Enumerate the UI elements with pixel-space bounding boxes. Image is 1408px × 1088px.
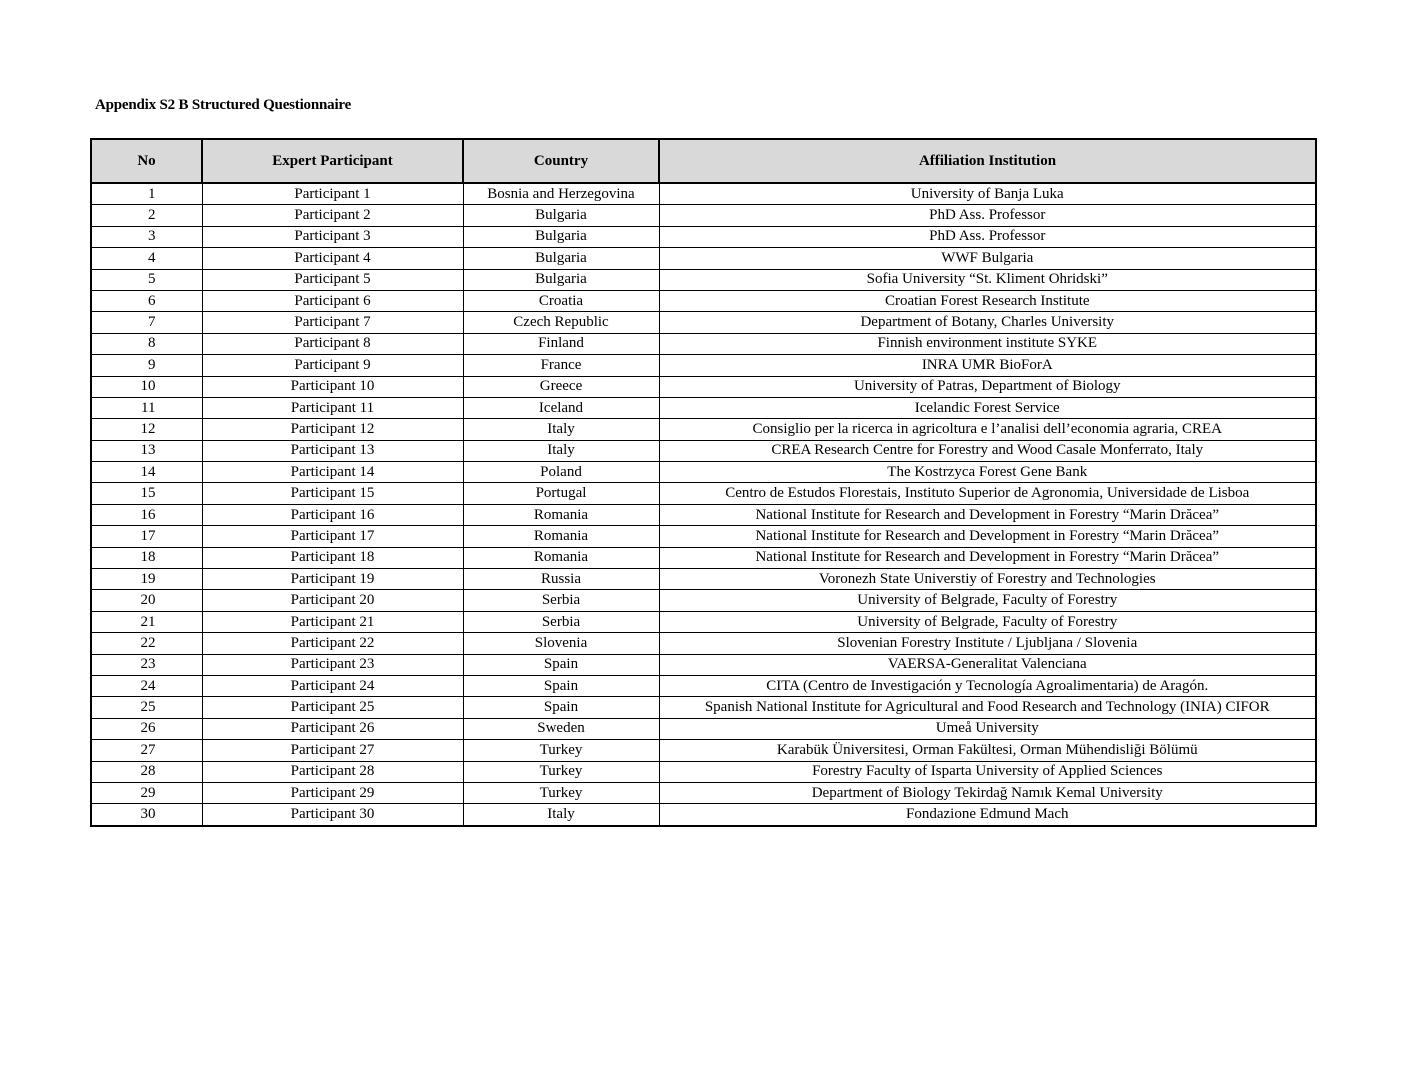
- affiliation-cell: Department of Botany, Charles University: [659, 312, 1316, 333]
- row-number-cell: 12: [91, 419, 202, 440]
- row-number-cell: 24: [91, 675, 202, 696]
- table-row: [91, 440, 1316, 461]
- row-number-cell: 2: [91, 205, 202, 226]
- country-cell: Sweden: [463, 718, 659, 739]
- affiliation-cell: Slovenian Forestry Institute / Ljubljana / Slovenia: [659, 633, 1316, 654]
- participant-cell: Participant 19: [202, 569, 463, 590]
- country-cell: Bulgaria: [463, 205, 659, 226]
- row-number-cell: 18: [91, 547, 202, 568]
- participant-cell: Participant 20: [202, 590, 463, 611]
- participant-cell: Participant 6: [202, 290, 463, 311]
- row-number-cell: 11: [91, 397, 202, 418]
- row-number-cell: 6: [91, 290, 202, 311]
- table-row: [91, 462, 1316, 483]
- header-no: No: [91, 139, 202, 183]
- participant-cell: Participant 22: [202, 633, 463, 654]
- affiliation-cell: Voronezh State Universtiy of Forestry and Technologies: [659, 569, 1316, 590]
- table-row: [91, 611, 1316, 632]
- row-number-cell: 13: [91, 440, 202, 461]
- table-row: [91, 248, 1316, 269]
- affiliation-cell: University of Patras, Department of Biology: [659, 376, 1316, 397]
- row-number-cell: 26: [91, 718, 202, 739]
- affiliation-cell: PhD Ass. Professor: [659, 205, 1316, 226]
- table-row: [91, 633, 1316, 654]
- country-cell: Greece: [463, 376, 659, 397]
- document-title: Appendix S2 B Structured Questionnaire: [95, 97, 352, 113]
- country-cell: Turkey: [463, 782, 659, 803]
- country-cell: Bulgaria: [463, 269, 659, 290]
- country-cell: Italy: [463, 440, 659, 461]
- row-number-cell: 27: [91, 740, 202, 761]
- participant-cell: Participant 30: [202, 804, 463, 826]
- affiliation-cell: University of Banja Luka: [659, 183, 1316, 205]
- table-row: [91, 419, 1316, 440]
- participant-cell: Participant 4: [202, 248, 463, 269]
- table-row: [91, 782, 1316, 803]
- affiliation-cell: Department of Biology Tekirdağ Namık Kemal University: [659, 782, 1316, 803]
- row-number-cell: 8: [91, 333, 202, 354]
- row-number-cell: 7: [91, 312, 202, 333]
- affiliation-cell: National Institute for Research and Development in Forestry “Marin Drăcea”: [659, 504, 1316, 525]
- country-cell: Spain: [463, 654, 659, 675]
- participant-cell: Participant 12: [202, 419, 463, 440]
- affiliation-cell: WWF Bulgaria: [659, 248, 1316, 269]
- row-number-cell: 15: [91, 483, 202, 504]
- row-number-cell: 21: [91, 611, 202, 632]
- country-cell: Serbia: [463, 590, 659, 611]
- row-number-cell: 4: [91, 248, 202, 269]
- affiliation-cell: National Institute for Research and Development in Forestry “Marin Drăcea”: [659, 526, 1316, 547]
- participant-cell: Participant 9: [202, 355, 463, 376]
- row-number-cell: 17: [91, 526, 202, 547]
- country-cell: France: [463, 355, 659, 376]
- affiliation-cell: Spanish National Institute for Agricultural and Food Research and Technology (INIA) CIFOR: [659, 697, 1316, 718]
- country-cell: Turkey: [463, 740, 659, 761]
- table-row: [91, 269, 1316, 290]
- header-affiliation-institution: Affiliation Institution: [659, 139, 1316, 183]
- row-number-cell: 9: [91, 355, 202, 376]
- table-row: [91, 804, 1316, 826]
- table-row: [91, 547, 1316, 568]
- table-row: [91, 483, 1316, 504]
- affiliation-cell: Karabük Üniversitesi, Orman Fakültesi, Orman Mühendisliği Bölümü: [659, 740, 1316, 761]
- affiliation-cell: Finnish environment institute SYKE: [659, 333, 1316, 354]
- header-country: Country: [463, 139, 659, 183]
- participant-cell: Participant 16: [202, 504, 463, 525]
- participant-cell: Participant 8: [202, 333, 463, 354]
- country-cell: Bosnia and Herzegovina: [463, 183, 659, 205]
- affiliation-cell: Icelandic Forest Service: [659, 397, 1316, 418]
- country-cell: Finland: [463, 333, 659, 354]
- affiliation-cell: CITA (Centro de Investigación y Tecnología Agroalimentaria) de Aragón.: [659, 675, 1316, 696]
- country-cell: Poland: [463, 462, 659, 483]
- affiliation-cell: INRA UMR BioForA: [659, 355, 1316, 376]
- participant-cell: Participant 24: [202, 675, 463, 696]
- table-row: [91, 504, 1316, 525]
- participant-cell: Participant 23: [202, 654, 463, 675]
- affiliation-cell: University of Belgrade, Faculty of Forestry: [659, 590, 1316, 611]
- country-cell: Croatia: [463, 290, 659, 311]
- table-row: [91, 654, 1316, 675]
- row-number-cell: 16: [91, 504, 202, 525]
- affiliation-cell: National Institute for Research and Development in Forestry “Marin Drăcea”: [659, 547, 1316, 568]
- table-row: [91, 226, 1316, 247]
- country-cell: Bulgaria: [463, 226, 659, 247]
- table-row: [91, 312, 1316, 333]
- table-row: [91, 740, 1316, 761]
- participant-cell: Participant 21: [202, 611, 463, 632]
- row-number-cell: 30: [91, 804, 202, 826]
- participant-cell: Participant 28: [202, 761, 463, 782]
- affiliation-cell: VAERSA-Generalitat Valenciana: [659, 654, 1316, 675]
- affiliation-cell: Croatian Forest Research Institute: [659, 290, 1316, 311]
- participants-table-container: [90, 138, 1315, 827]
- affiliation-cell: Forestry Faculty of Isparta University of Applied Sciences: [659, 761, 1316, 782]
- row-number-cell: 5: [91, 269, 202, 290]
- participant-cell: Participant 7: [202, 312, 463, 333]
- participants-table: [90, 138, 1317, 827]
- country-cell: Spain: [463, 675, 659, 696]
- table-row: [91, 355, 1316, 376]
- country-cell: Iceland: [463, 397, 659, 418]
- country-cell: Serbia: [463, 611, 659, 632]
- country-cell: Russia: [463, 569, 659, 590]
- table-row: [91, 590, 1316, 611]
- affiliation-cell: Fondazione Edmund Mach: [659, 804, 1316, 826]
- table-row: [91, 526, 1316, 547]
- participant-cell: Participant 18: [202, 547, 463, 568]
- country-cell: Italy: [463, 419, 659, 440]
- table-row: [91, 290, 1316, 311]
- table-row: [91, 183, 1316, 205]
- affiliation-cell: Centro de Estudos Florestais, Instituto Superior de Agronomia, Universidade de Lisboa: [659, 483, 1316, 504]
- country-cell: Slovenia: [463, 633, 659, 654]
- table-body: [91, 183, 1316, 826]
- row-number-cell: 14: [91, 462, 202, 483]
- affiliation-cell: Consiglio per la ricerca in agricoltura e l’analisi dell’economia agraria, CREA: [659, 419, 1316, 440]
- participant-cell: Participant 1: [202, 183, 463, 205]
- table-row: [91, 675, 1316, 696]
- table-row: [91, 333, 1316, 354]
- table-row: [91, 718, 1316, 739]
- table-row: [91, 697, 1316, 718]
- table-row: [91, 376, 1316, 397]
- country-cell: Portugal: [463, 483, 659, 504]
- participant-cell: Participant 14: [202, 462, 463, 483]
- country-cell: Spain: [463, 697, 659, 718]
- participant-cell: Participant 2: [202, 205, 463, 226]
- row-number-cell: 19: [91, 569, 202, 590]
- participant-cell: Participant 11: [202, 397, 463, 418]
- country-cell: Bulgaria: [463, 248, 659, 269]
- participant-cell: Participant 27: [202, 740, 463, 761]
- participant-cell: Participant 17: [202, 526, 463, 547]
- table-header: [91, 139, 1316, 183]
- row-number-cell: 20: [91, 590, 202, 611]
- participant-cell: Participant 15: [202, 483, 463, 504]
- table-row: [91, 761, 1316, 782]
- row-number-cell: 10: [91, 376, 202, 397]
- row-number-cell: 3: [91, 226, 202, 247]
- country-cell: Turkey: [463, 761, 659, 782]
- table-row: [91, 205, 1316, 226]
- row-number-cell: 25: [91, 697, 202, 718]
- header-row: [91, 139, 1316, 183]
- country-cell: Czech Republic: [463, 312, 659, 333]
- affiliation-cell: University of Belgrade, Faculty of Forestry: [659, 611, 1316, 632]
- participant-cell: Participant 13: [202, 440, 463, 461]
- participant-cell: Participant 25: [202, 697, 463, 718]
- participant-cell: Participant 5: [202, 269, 463, 290]
- affiliation-cell: The Kostrzyca Forest Gene Bank: [659, 462, 1316, 483]
- country-cell: Romania: [463, 547, 659, 568]
- table-row: [91, 569, 1316, 590]
- country-cell: Italy: [463, 804, 659, 826]
- affiliation-cell: Sofia University “St. Kliment Ohridski”: [659, 269, 1316, 290]
- affiliation-cell: Umeå University: [659, 718, 1316, 739]
- affiliation-cell: PhD Ass. Professor: [659, 226, 1316, 247]
- participant-cell: Participant 3: [202, 226, 463, 247]
- participant-cell: Participant 26: [202, 718, 463, 739]
- country-cell: Romania: [463, 504, 659, 525]
- header-expert-participant: Expert Participant: [202, 139, 463, 183]
- country-cell: Romania: [463, 526, 659, 547]
- participant-cell: Participant 29: [202, 782, 463, 803]
- affiliation-cell: CREA Research Centre for Forestry and Wood Casale Monferrato, Italy: [659, 440, 1316, 461]
- participant-cell: Participant 10: [202, 376, 463, 397]
- table-row: [91, 397, 1316, 418]
- row-number-cell: 29: [91, 782, 202, 803]
- row-number-cell: 1: [91, 183, 202, 205]
- row-number-cell: 23: [91, 654, 202, 675]
- row-number-cell: 22: [91, 633, 202, 654]
- row-number-cell: 28: [91, 761, 202, 782]
